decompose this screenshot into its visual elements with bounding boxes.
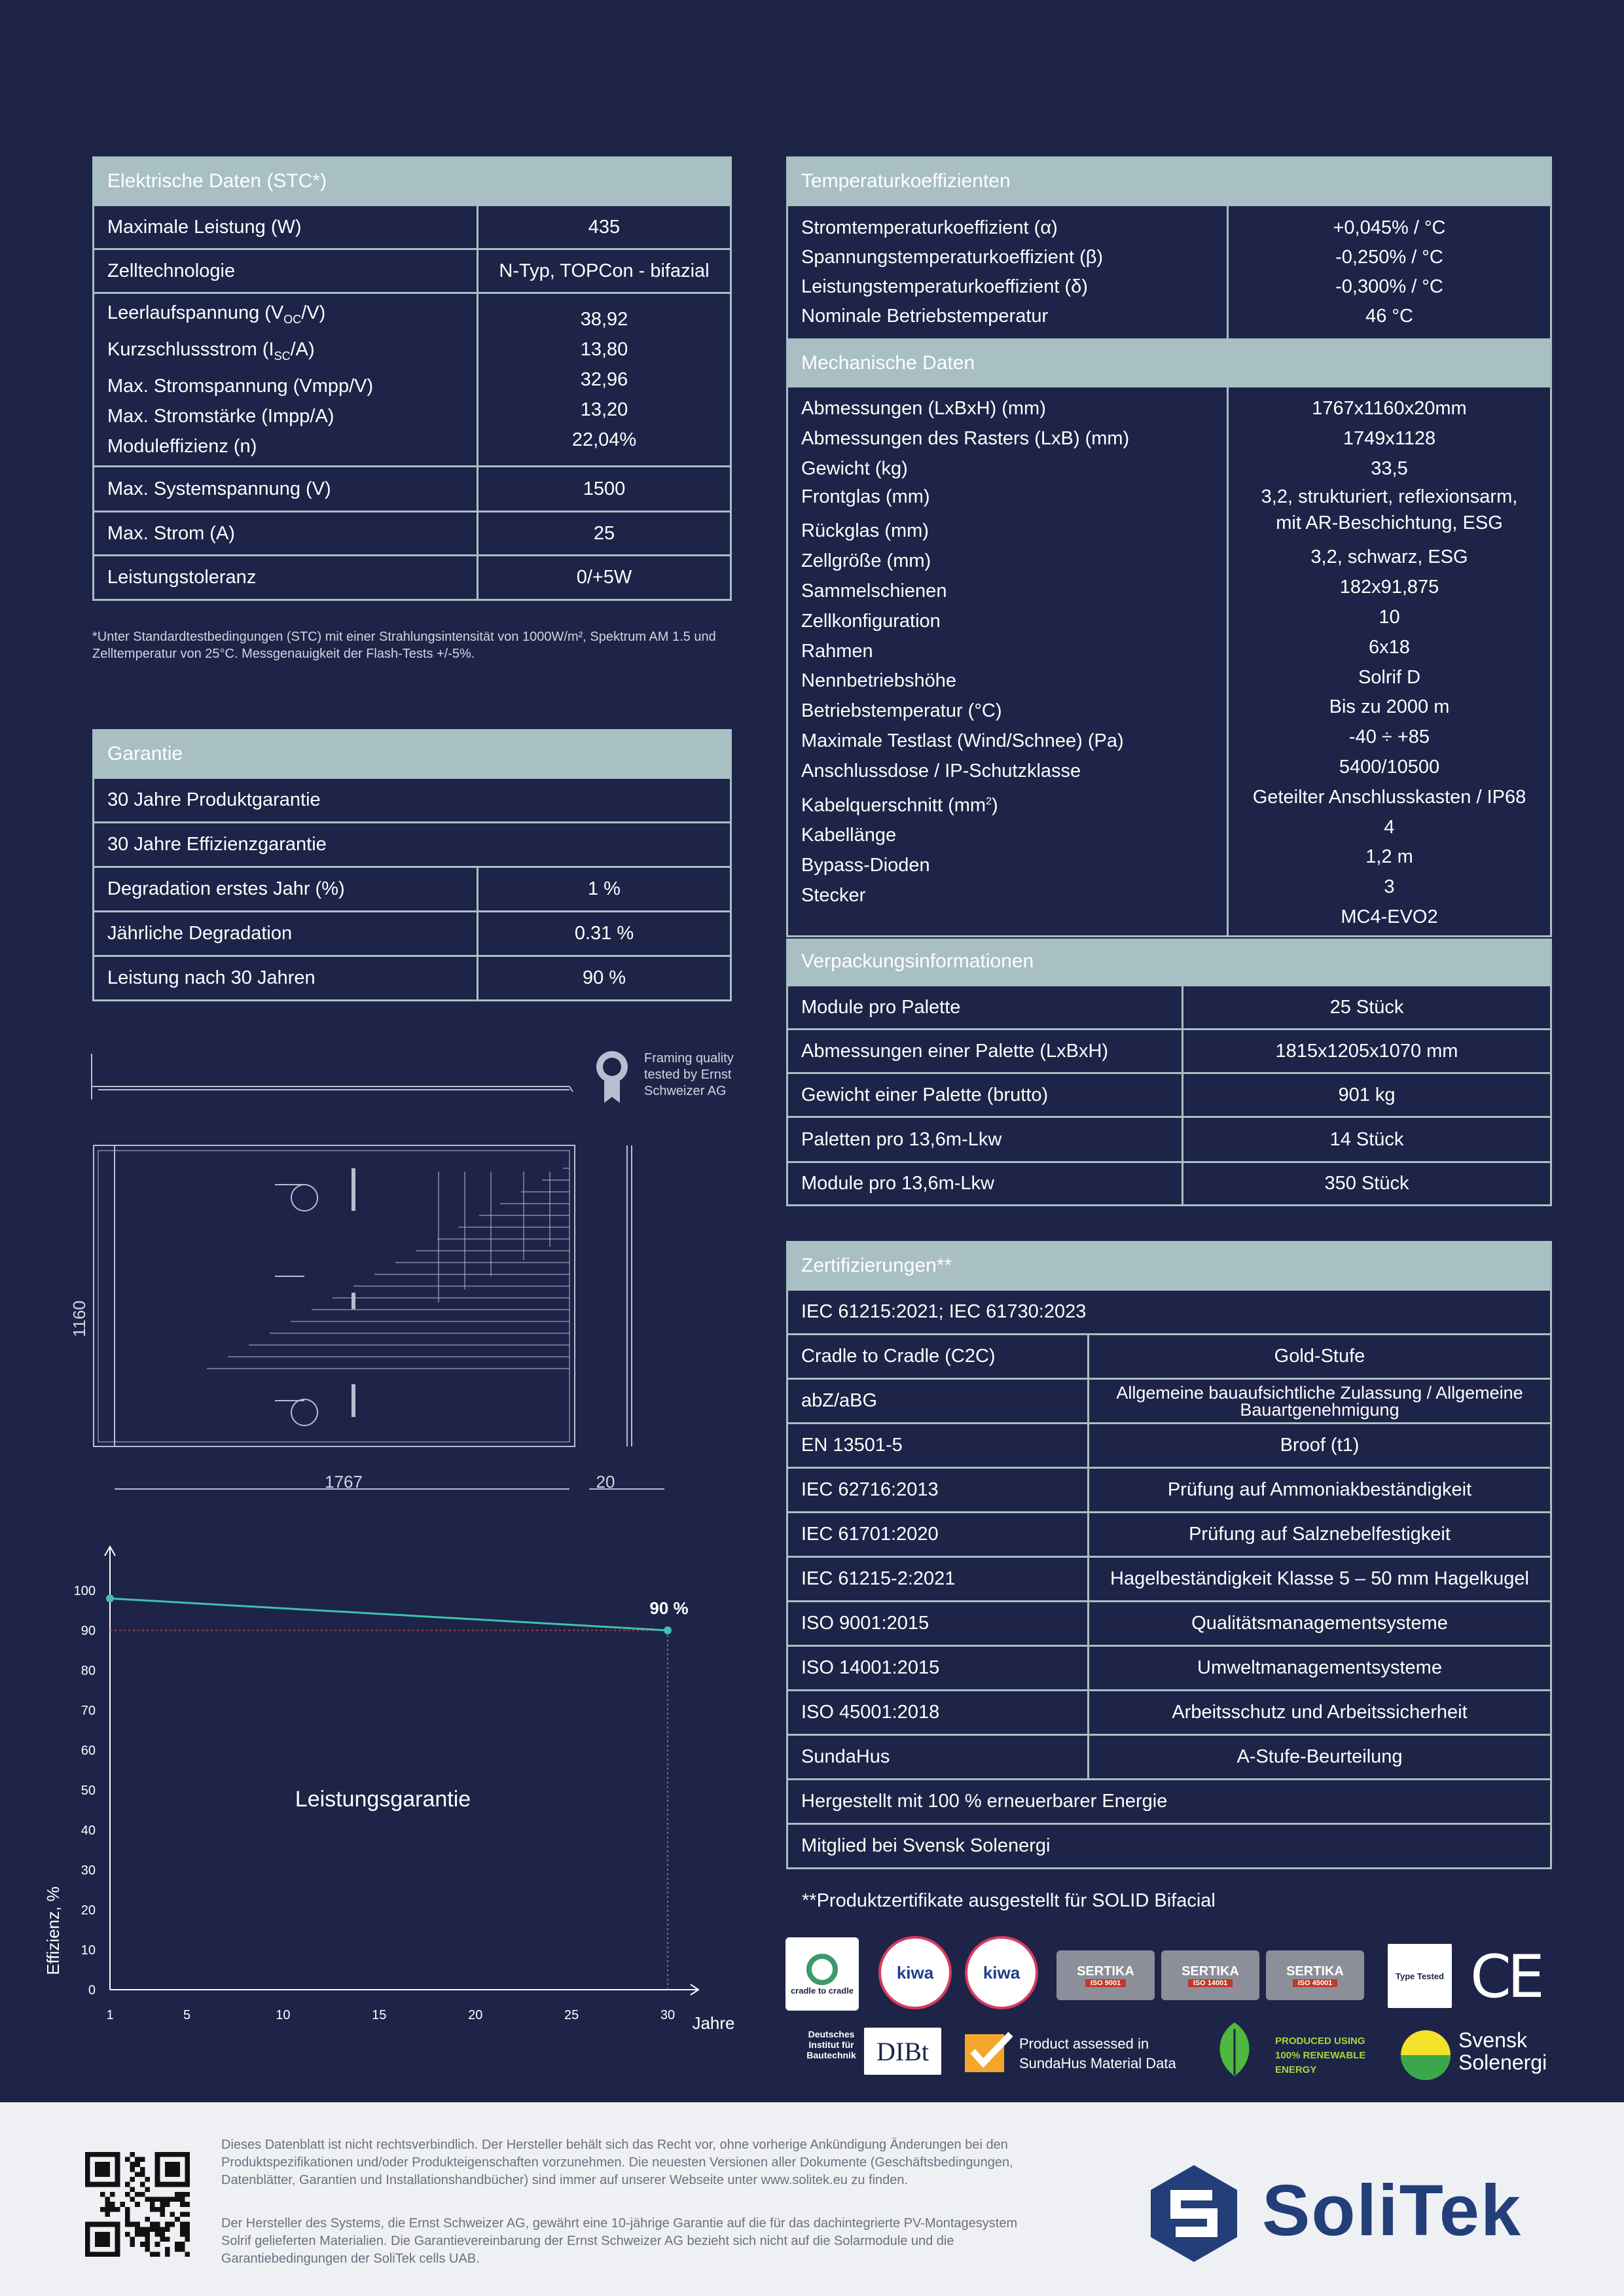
x-tick-label: 30	[660, 2008, 676, 2022]
chart-title: Leistungsgarantie	[295, 1787, 471, 1812]
ce-mark: CE	[1470, 1943, 1541, 2011]
mechanical-key: Frontglas (mm)	[801, 486, 930, 508]
sertika-logo-1: SERTIKA ISO 9001	[1056, 1950, 1155, 2000]
electrical-data-table	[92, 156, 732, 601]
table-row: Hergestellt mit 100 % erneuerbarer Energie	[801, 1791, 1168, 1812]
table-row: Leistung nach 30 Jahren 90 %	[94, 955, 730, 999]
electrical-footnote: *Unter Standardtestbedingungen (STC) mit einer Strahlungsintensität von 1000W/m², Spektrum AM 1.5 und Zelltemperatur von 25°C. Messgenauigkeit der Flash-Tests +/-5%.	[92, 630, 716, 661]
mechanical-value: -40 ÷ +85	[1348, 726, 1430, 748]
cert-value: Hagelbeständigkeit Klasse 5 – 50 mm Hagelkugel	[1110, 1568, 1529, 1589]
cert-key: Cradle to Cradle (C2C)	[788, 1335, 1089, 1378]
dibt-logo: DIBt	[864, 2028, 941, 2075]
mechanical-key: Maximale Testlast (Wind/Schnee) (Pa)	[801, 730, 1124, 751]
table-row: Abmessungen einer Palette (LxBxH) 1815x1205x1070 mm	[788, 1028, 1550, 1072]
tuv-logo: Type Tested	[1388, 1944, 1452, 2008]
mechanical-key: Kabellänge	[801, 825, 897, 846]
y-tick-label: 0	[88, 1983, 96, 1998]
table-row	[788, 1734, 1550, 1778]
mechanical-key: Abmessungen (LxBxH) (mm)	[801, 398, 1046, 419]
table-row: Jährliche Degradation 0.31 %	[94, 910, 730, 955]
y-tick-label: 40	[81, 1823, 96, 1838]
cert-value: Arbeitsschutz und Arbeitssicherheit	[1172, 1702, 1468, 1723]
mechanical-value: 4	[1384, 816, 1395, 838]
mechanical-key: Betriebstemperatur (°C)	[801, 700, 1002, 722]
renewable-leaf-icon	[1202, 2016, 1267, 2081]
cert-value: Prüfung auf Ammoniakbeständigkeit	[1167, 1479, 1472, 1500]
x-tick-label: 1	[106, 2008, 114, 2022]
table-row: Max. Systemspannung (V) 1500	[94, 465, 730, 511]
certifications-footnote: **Produktzertifikate ausgestellt für SOLID Bifacial	[802, 1890, 1216, 1911]
cert-key: ISO 45001:2018	[788, 1691, 1089, 1734]
table-row	[788, 1600, 1550, 1645]
x-tick-label: 15	[372, 2008, 387, 2022]
mechanical-value: 6x18	[1369, 636, 1410, 658]
module-technical-drawing	[65, 1041, 772, 1499]
mechanical-key: Zellkonfiguration	[801, 610, 941, 632]
sundahus-check-icon	[962, 2029, 1015, 2075]
mechanical-value: 182x91,875	[1339, 577, 1439, 598]
framing-note: Framing quality tested by Ernst Schweizer AG	[644, 1051, 734, 1098]
mechanical-value: Bis zu 2000 m	[1329, 696, 1450, 718]
y-tick-label: 10	[81, 1943, 96, 1958]
table-row: Module pro 13,6m-Lkw 350 Stück	[788, 1161, 1550, 1204]
electrical-header: Elektrische Daten (STC*)	[94, 158, 730, 204]
x-tick-label: 5	[183, 2008, 191, 2022]
mechanical-key: Abmessungen des Rasters (LxB) (mm)	[801, 427, 1130, 449]
cert-value: Prüfung auf Salznebelfestigkeit	[1189, 1524, 1451, 1545]
table-row: Zelltechnologie N-Typ, TOPCon - bifazial	[94, 248, 730, 292]
sertika-logo-3: SERTIKA ISO 45001	[1266, 1950, 1364, 2000]
table-row: 30 Jahre Produktgarantie	[107, 789, 321, 810]
sundahus-text: Product assessed in SundaHus Material Data	[1019, 2036, 1176, 2072]
voc-label: Leerlaufspannung $(V_{OC}/V)$	[107, 302, 326, 326]
cert-value: Gold-Stufe	[1274, 1346, 1365, 1367]
quality-badge-icon	[594, 1047, 630, 1106]
table-row	[788, 1422, 1550, 1467]
mechanical-table	[788, 386, 1550, 935]
x-tick-label: 25	[564, 2008, 579, 2022]
cert-value: Umweltmanagementsysteme	[1197, 1657, 1442, 1678]
mechanical-key: Kabelquerschnitt $(mm^2)$	[801, 795, 998, 816]
dim-height-label: 1160	[69, 1300, 89, 1337]
table-row: Module pro Palette 25 Stück	[788, 984, 1550, 1028]
mechanical-value: mit AR-Beschichtung, ESG	[1276, 512, 1503, 534]
mechanical-value: 3,2, strukturiert, reflexionsarm,	[1261, 486, 1518, 508]
packaging-table	[786, 939, 1552, 1206]
mechanical-value: 1767x1160x20mm	[1312, 398, 1467, 419]
table-row	[788, 1511, 1550, 1556]
table-row: Mitglied bei Svensk Solenergi	[801, 1835, 1051, 1856]
mechanical-value: MC4-EVO2	[1341, 906, 1438, 927]
dim-width-label: 1767	[325, 1472, 363, 1492]
y-tick-label: 90	[81, 1624, 96, 1638]
mechanical-key: Anschlussdose / IP-Schutzklasse	[801, 760, 1081, 781]
sertika-logo-2: SERTIKA ISO 14001	[1161, 1950, 1259, 2000]
mechanical-header: Mechanische Daten	[788, 338, 1550, 386]
table-row: 30 Jahre Effizienzgarantie	[107, 834, 327, 855]
disclaimer-text: Dieses Datenblatt ist nicht rechtsverbindlich. Der Hersteller behält sich das Recht vor, ohne vorherige Ankündigung Änderungen bei den Produktspezifikationen und/oder Produkteigenschaften vorzunehmen. Die neuesten Versionen aller Dokumente (Geschäftsbedingungen, Datenblätter, Garantien und Installationshandbücher) sind immer auf unserer Webseite unter www.solitek.eu zu finden.	[221, 2138, 1013, 2187]
cert-key: IEC 61215-2:2021	[788, 1558, 1089, 1600]
data-point	[664, 1626, 672, 1634]
end-value-label: 90 %	[649, 1598, 689, 1618]
cert-key: SundaHus	[788, 1736, 1089, 1778]
solitek-logo-icon	[1147, 2162, 1241, 2265]
y-tick-label: 80	[81, 1664, 96, 1678]
y-axis-label: Effizienz, %	[43, 1886, 63, 1975]
cert-value: Broof (t1)	[1280, 1435, 1360, 1456]
mechanical-value: Geteilter Anschlusskasten / IP68	[1252, 786, 1526, 808]
y-tick-label: 20	[81, 1903, 96, 1918]
table-row: Paletten pro 13,6m-Lkw 14 Stück	[788, 1116, 1550, 1161]
table-row: Leistungstoleranz 0/+5W	[94, 554, 730, 599]
cert-key: abZ/aBG	[788, 1380, 1089, 1422]
x-tick-label: 10	[276, 2008, 291, 2022]
table-row: Max. Strom (A) 25	[94, 511, 730, 554]
dim-depth-label: 20	[596, 1472, 615, 1492]
renewable-text: PRODUCED USING 100% RENEWABLE ENERGY	[1275, 2036, 1366, 2075]
y-tick-label: 30	[81, 1863, 96, 1878]
mechanical-value: 3,2, schwarz, ESG	[1310, 547, 1468, 568]
y-tick-label: 60	[81, 1744, 96, 1758]
warranty-text: Der Hersteller des Systems, die Ernst Schweizer AG, gewährt eine 10-jährige Garantie auf die für das dachintegrierte PV-Montagesystem Solrif gelieferten Materialien. Die Garantievereinbarung der Ernst Schweizer AG bezieht sich nicht auf die Solarmodule und die Garantiebedingungen der SoliTek cells UAB.	[221, 2216, 1018, 2266]
series-line	[110, 1598, 668, 1630]
mechanical-key: Zellgröße (mm)	[801, 550, 931, 572]
c2c-logo: cradle to cradle	[785, 1937, 859, 2011]
cert-key: ISO 14001:2015	[788, 1647, 1089, 1689]
mechanical-key: Sammelschienen	[801, 580, 947, 601]
kiwa-logo-1: kiwa	[878, 1936, 952, 2009]
guarantee-chart	[39, 1545, 746, 2055]
y-tick-label: 50	[81, 1784, 96, 1798]
svensk-solenergi-text: Svensk Solenergi	[1458, 2028, 1547, 2074]
y-tick-label: 70	[81, 1704, 96, 1718]
svensk-solenergi-icon	[1399, 2029, 1452, 2081]
table-row: IEC 61215:2021; IEC 61730:2023	[801, 1301, 1087, 1322]
packaging-header: Verpackungsinformationen	[788, 939, 1550, 984]
table-row	[788, 1556, 1550, 1600]
table-row	[788, 1378, 1550, 1422]
isc-label: Kurzschlussstrom $(I_{SC}/A)$	[107, 339, 315, 363]
temperature-header: Temperaturkoeffizienten	[788, 158, 1550, 204]
temperature-table: Temperaturkoeffizienten Stromtemperaturkoeffizient (α) Spannungstemperaturkoeffizient (β) Leistungstemperaturkoeffizient (δ) Nominale Betriebstemperatur +0,045% / °C -0,250% / °C -0,300% / °C 46 °C Mechanische Daten Abmessungen (LxBxH) (mm) Abmessungen des Rasters (LxB) (mm) Gewicht (kg) Frontglas (mm) Rückglas (mm) Zellgröße (mm) Sammelschienen Zellkonfiguration Rahmen Nennbetriebshöhe Betriebstemperatur (°C) Maximale Testlast (Wind/Schnee) (Pa) Anschlussdose / IP-Schutzklasse Kabelquerschnitt $(mm^2)$ Kabellänge Bypass-Dioden Stecker 1767x1160x20mm 1749x1128 33,5 3,2, strukturiert, reflexionsarm, mit AR-Beschichtung, ESG 3,2, schwarz, ESG 182x91,875 10 6x18 Solrif D Bis zu 2000 m -40 ÷ +85 5400/10500 Geteilter Anschlusskasten / IP68 4 1,2 m 3 MC4-EVO2	[786, 156, 1552, 937]
cert-key: ISO 9001:2015	[788, 1602, 1089, 1645]
guarantee-table	[92, 729, 732, 1001]
mechanical-key: Rückglas (mm)	[801, 520, 929, 542]
table-row: Degradation erstes Jahr (%) 1 %	[94, 866, 730, 910]
mechanical-key: Rahmen	[801, 640, 873, 662]
c2c-icon	[803, 1953, 842, 1986]
x-axis-label: Jahre	[692, 2013, 735, 2033]
y-tick-label: 100	[73, 1584, 96, 1598]
dibt-institute-label: Deutsches Institut für Bautechnik	[806, 2029, 856, 2060]
mechanical-value: Solrif D	[1358, 666, 1421, 688]
certifications-header: Zertifizierungen**	[788, 1243, 1550, 1289]
table-row	[788, 1689, 1550, 1734]
guarantee-header: Garantie	[94, 731, 730, 777]
solitek-brand: SoliTek	[1262, 2170, 1523, 2251]
mechanical-value: 5400/10500	[1339, 756, 1440, 778]
mechanical-value: 33,5	[1371, 457, 1408, 479]
table-row	[788, 1333, 1550, 1378]
cert-value: A-Stufe-Beurteilung	[1236, 1746, 1403, 1767]
mechanical-key: Nennbetriebshöhe	[801, 670, 957, 692]
table-row-group: Leerlaufspannung $(V_{OC}/V)$ Kurzschlussstrom $(I_{SC}/A)$ Max. Stromspannung (Vmpp/V) Max. Stromstärke (Impp/A) Moduleffizienz (n) 38,92 13,80 32,96 13,20 22,04%	[94, 292, 730, 465]
x-tick-label: 20	[468, 2008, 483, 2022]
data-point	[106, 1594, 114, 1602]
kiwa-logo-2: kiwa	[965, 1936, 1038, 2009]
table-row	[788, 1645, 1550, 1689]
table-row	[788, 1467, 1550, 1511]
certifications-table	[786, 1241, 1552, 1869]
mechanical-key: Bypass-Dioden	[801, 854, 930, 876]
mechanical-value: 1749x1128	[1343, 427, 1436, 449]
cert-value: Qualitätsmanagementsysteme	[1191, 1613, 1448, 1634]
qr-code-icon	[85, 2152, 190, 2257]
footer	[0, 2102, 1624, 2296]
table-row: Maximale Leistung (W) 435	[94, 204, 730, 248]
table-row: Gewicht einer Palette (brutto) 901 kg	[788, 1072, 1550, 1116]
mechanical-value: 10	[1379, 606, 1400, 628]
cert-value: Allgemeine bauaufsichtliche Zulassung / Allgemeine Bauartgenehmigung	[1116, 1382, 1523, 1420]
mechanical-key: Stecker	[801, 884, 866, 906]
cert-key: IEC 61701:2020	[788, 1513, 1089, 1556]
mechanical-value: 1,2 m	[1365, 846, 1413, 868]
cert-key: EN 13501-5	[788, 1424, 1089, 1467]
mechanical-key: Gewicht (kg)	[801, 457, 908, 479]
cert-key: IEC 62716:2013	[788, 1469, 1089, 1511]
mechanical-value: 3	[1384, 876, 1395, 898]
